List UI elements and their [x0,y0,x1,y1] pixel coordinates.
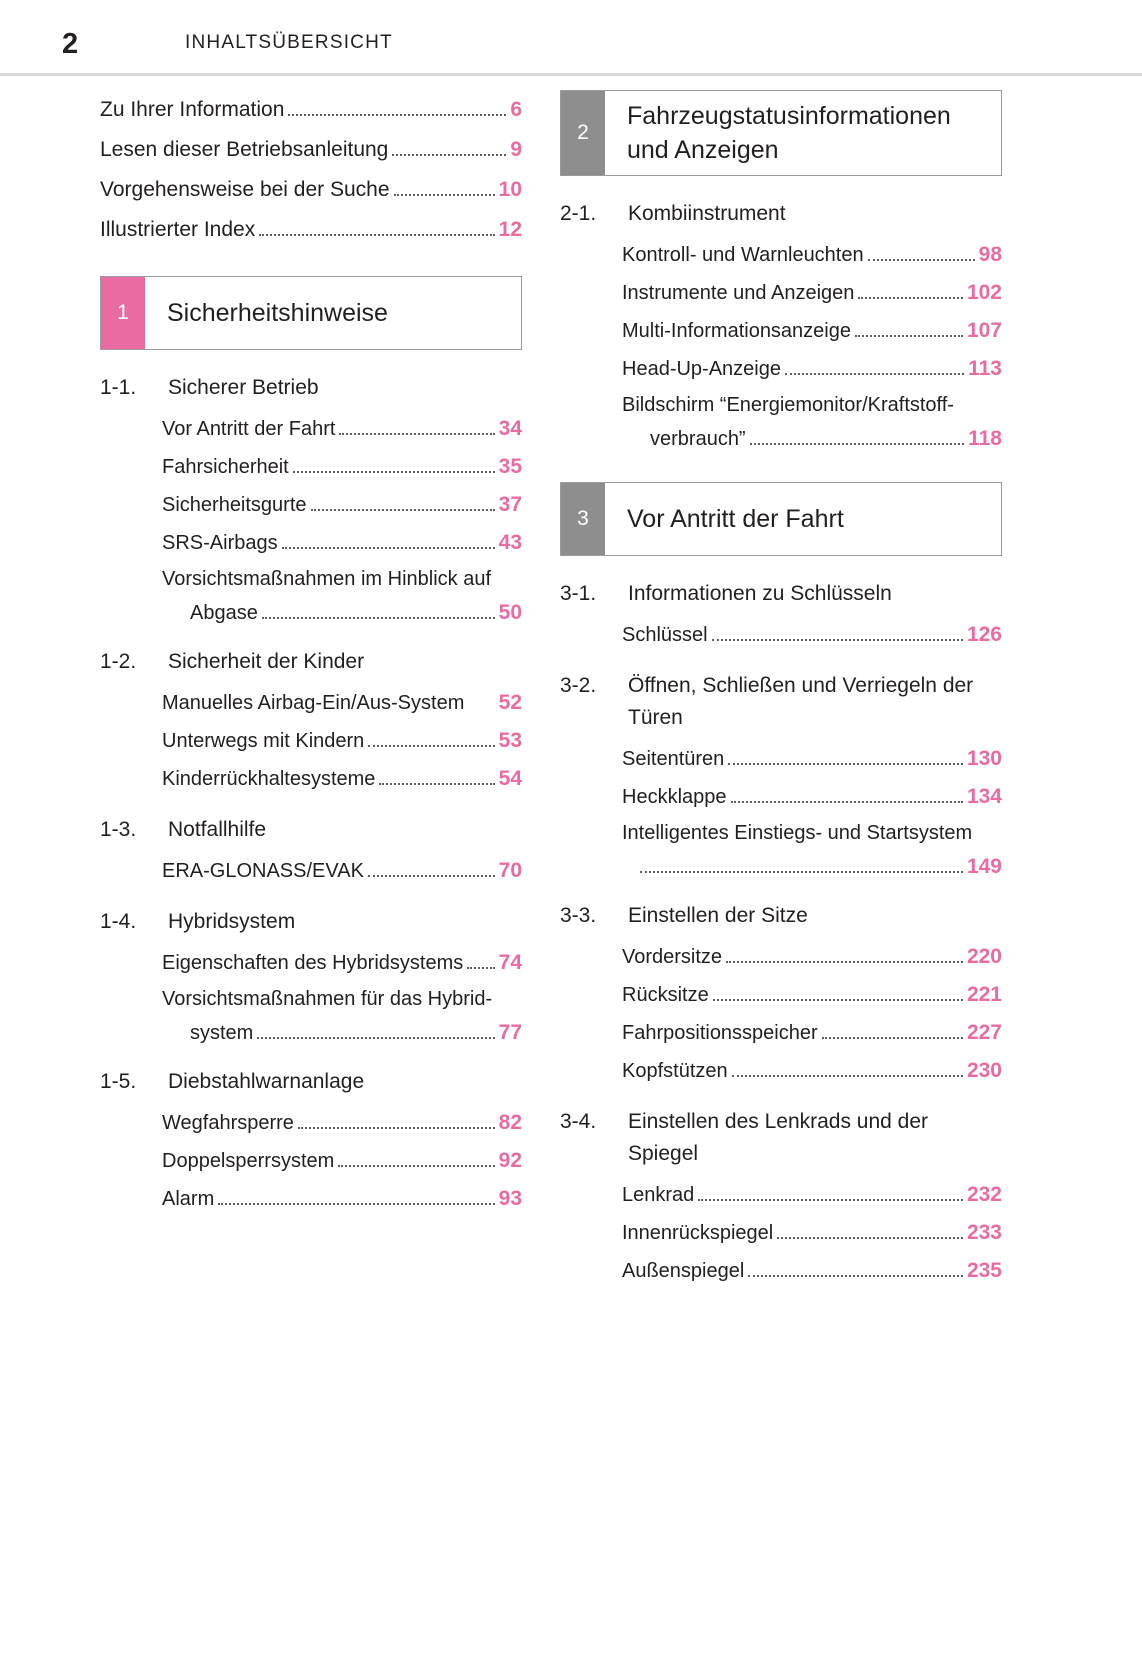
entry-title: Multi-Informationsanzeige [622,320,851,342]
entry-page: 9 [510,138,522,161]
page-title: INHALTSÜBERSICHT [185,32,393,53]
section-number: 1-3. [100,818,137,841]
section-number: 3-2. [560,674,597,697]
leader-dots [750,442,965,445]
section-title: Diebstahlwarnanlage [168,1070,365,1093]
entry-page: 230 [966,1059,1002,1082]
leader-dots [785,372,964,375]
entry-title: Unterwegs mit Kindern [162,730,365,752]
list-item[interactable] [162,1180,522,1218]
entry-title: Instrumente und Anzeigen [622,282,855,304]
entry-title: Alarm [162,1188,215,1210]
entry-page: 70 [498,859,522,882]
entry-title: Rücksitze [622,984,709,1006]
list-item[interactable] [162,1104,522,1142]
section-title: Notfallhilfe [168,818,267,841]
list-item[interactable] [622,778,1002,816]
leader-dots [368,874,495,877]
leader-dots [282,546,495,549]
section-number: 3-4. [560,1110,597,1133]
entry-title: Fahrpositionsspeicher [622,1022,818,1044]
entry-page: 52 [498,691,522,714]
entry-page: 113 [968,357,1002,380]
section-title: Kombiinstrument [628,202,786,225]
front-matter-list [100,90,522,250]
list-item[interactable] [622,236,1002,274]
section-heading[interactable] [560,578,1002,610]
section-heading[interactable] [560,900,1002,932]
entry-page: 37 [498,493,522,516]
chapter-number: 2 [561,91,605,175]
entry-title: Vordersitze [622,946,723,968]
entry-page: 6 [510,98,522,121]
list-item[interactable] [162,410,522,448]
chapter-title: Fahrzeugstatusinformationen und Anzeigen [627,102,951,164]
toc-columns [0,90,1142,1290]
section-heading[interactable] [100,1066,522,1098]
entry-page: 235 [966,1259,1002,1282]
entry-page: 10 [498,178,522,201]
chapter-heading-3[interactable] [560,482,1002,556]
entry-page: 77 [498,1021,522,1044]
entry-page: 227 [966,1021,1002,1044]
list-item[interactable] [162,722,522,760]
entry-title: Innenrückspiegel [622,1222,774,1244]
list-item[interactable] [622,816,1002,884]
list-item[interactable] [622,1014,1002,1052]
section-title: Hybridsystem [168,910,296,933]
entry-title-line1: Intelligentes Einstiegs- und Startsystem [622,822,973,844]
entry-title: Außenspiegel [622,1260,745,1282]
leader-dots [288,113,506,116]
entry-title: SRS-Airbags [162,532,278,554]
chapter-title: Vor Antritt der Fahrt [627,505,844,533]
leader-dots [467,966,494,969]
entry-page: 149 [966,855,1002,878]
leader-dots [822,1036,963,1039]
entry-page: 98 [978,243,1002,266]
entry-title-line1: Vorsichtsmaßnahmen für das Hybrid- [162,988,493,1010]
leader-dots [392,153,506,156]
list-item[interactable] [622,976,1002,1014]
section-title: Einstellen des Lenkrads und der Spiegel [628,1110,929,1165]
entry-title: Fahrsicherheit [162,456,289,478]
entry-title: Eigenschaften des Hybridsystems [162,952,464,974]
leader-dots [712,638,963,641]
entry-page: 92 [498,1149,522,1172]
entry-title-line2: Abgase [190,602,258,624]
entry-page: 102 [966,281,1002,304]
entry-title: Seitentüren [622,748,725,770]
list-item[interactable] [100,210,522,250]
page-header [0,0,1142,76]
section-heading[interactable] [100,814,522,846]
list-item[interactable] [162,486,522,524]
leader-dots [726,960,963,963]
entry-page: 50 [498,601,522,624]
section-heading[interactable] [560,670,1002,734]
entry-title-line2: verbrauch” [650,428,746,450]
leader-dots [379,782,494,785]
entry-title: Kopfstützen [622,1060,728,1082]
leader-dots [855,334,963,337]
entry-page: 221 [966,983,1002,1006]
chapter-number: 1 [101,277,145,349]
entry-title: Schlüssel [622,624,708,646]
section-title: Informationen zu Schlüsseln [628,582,892,605]
leader-dots [713,998,963,1001]
leader-dots [640,870,963,873]
entry-title: ERA-GLONASS/EVAK [162,860,364,882]
list-item[interactable] [162,562,522,630]
list-item[interactable] [162,852,522,890]
section-title: Sicherheit der Kinder [168,650,365,673]
leader-dots [368,744,494,747]
leader-dots [468,708,494,709]
section-heading[interactable] [100,372,522,404]
leader-dots [858,296,963,299]
list-item[interactable] [622,388,1002,456]
page-number: 2 [62,28,79,60]
entry-title: Manuelles Airbag-Ein/Aus-System [162,692,465,714]
list-item[interactable] [100,90,522,130]
left-column [0,90,540,1290]
list-item[interactable] [622,1252,1002,1290]
entry-title-line1: Bildschirm “Energiemonitor/Kraftstoff- [622,394,954,416]
leader-dots [777,1236,963,1239]
section-number: 3-3. [560,904,597,927]
entry-page: 74 [498,951,522,974]
leader-dots [868,258,975,261]
entry-page: 12 [498,218,522,241]
entry-title: Doppelsperrsystem [162,1150,335,1172]
entry-page: 126 [966,623,1002,646]
entry-page: 118 [968,427,1002,450]
entry-page: 54 [498,767,522,790]
leader-dots [394,193,495,196]
entry-page: 53 [498,729,522,752]
section-number: 2-1. [560,202,597,225]
entry-page: 107 [966,319,1002,342]
leader-dots [298,1126,495,1129]
leader-dots [311,508,495,511]
leader-dots [338,1164,494,1167]
entry-title: Lenkrad [622,1184,695,1206]
entry-title-line1: Vorsichtsmaßnahmen im Hinblick auf [162,568,492,590]
leader-dots [698,1198,963,1201]
section-number: 1-5. [100,1070,137,1093]
entry-page: 93 [498,1187,522,1210]
list-item[interactable] [622,312,1002,350]
section-title: Sicherer Betrieb [168,376,319,399]
leader-dots [731,800,963,803]
entry-page: 35 [498,455,522,478]
leader-dots [257,1036,494,1039]
leader-dots [339,432,494,435]
list-item[interactable] [622,740,1002,778]
section-heading[interactable] [560,1106,1002,1170]
chapter-title: Sicherheitshinweise [167,299,388,327]
section-heading[interactable] [100,646,522,678]
leader-dots [728,762,963,765]
list-item[interactable] [162,1142,522,1180]
leader-dots [293,470,495,473]
entry-page: 134 [966,785,1002,808]
section-title: Öffnen, Schließen und Verriegeln der Türen [628,674,974,729]
entry-page: 34 [498,417,522,440]
chapter-heading-1[interactable] [100,276,522,350]
entry-title: Head-Up-Anzeige [622,358,781,380]
entry-page: 130 [966,747,1002,770]
section-number: 3-1. [560,582,597,605]
entry-title: Kinderrückhaltesysteme [162,768,376,790]
entry-title: Sicherheitsgurte [162,494,307,516]
list-item[interactable] [162,448,522,486]
section-title: Einstellen der Sitze [628,904,808,927]
entry-title: Kontroll- und Warnleuchten [622,244,864,266]
list-item[interactable] [162,684,522,722]
leader-dots [748,1274,963,1277]
list-item[interactable] [162,760,522,798]
list-item[interactable] [622,1176,1002,1214]
entry-title: Lesen dieser Betriebsanleitung [100,138,389,161]
entry-page: 43 [498,531,522,554]
entry-title-line2: system [190,1022,254,1044]
leader-dots [732,1074,963,1077]
chapter-number: 3 [561,483,605,555]
list-item[interactable] [100,130,522,170]
leader-dots [262,616,495,619]
right-column [540,90,1142,1290]
entry-title: Vor Antritt der Fahrt [162,418,336,440]
list-item[interactable] [622,350,1002,388]
section-number: 1-1. [100,376,137,399]
entry-title: Wegfahrsperre [162,1112,294,1134]
entry-page: 232 [966,1183,1002,1206]
list-item[interactable] [100,170,522,210]
entry-title: Zu Ihrer Information [100,98,285,121]
entry-page: 220 [966,945,1002,968]
list-item[interactable] [622,274,1002,312]
entry-title: Vorgehensweise bei der Suche [100,178,390,201]
list-item[interactable] [622,938,1002,976]
entry-page: 82 [498,1111,522,1134]
section-number: 1-4. [100,910,137,933]
entry-title: Heckklappe [622,786,727,808]
section-heading[interactable] [100,906,522,938]
list-item[interactable] [162,524,522,562]
leader-dots [218,1202,494,1205]
list-item[interactable] [622,1052,1002,1090]
section-number: 1-2. [100,650,137,673]
list-item[interactable] [162,982,522,1050]
leader-dots [259,233,494,236]
list-item[interactable] [622,1214,1002,1252]
section-heading[interactable] [560,198,1002,230]
list-item[interactable] [162,944,522,982]
entry-page: 233 [966,1221,1002,1244]
chapter-heading-2[interactable] [560,90,1002,176]
list-item[interactable] [622,616,1002,654]
entry-title: Illustrierter Index [100,218,256,241]
